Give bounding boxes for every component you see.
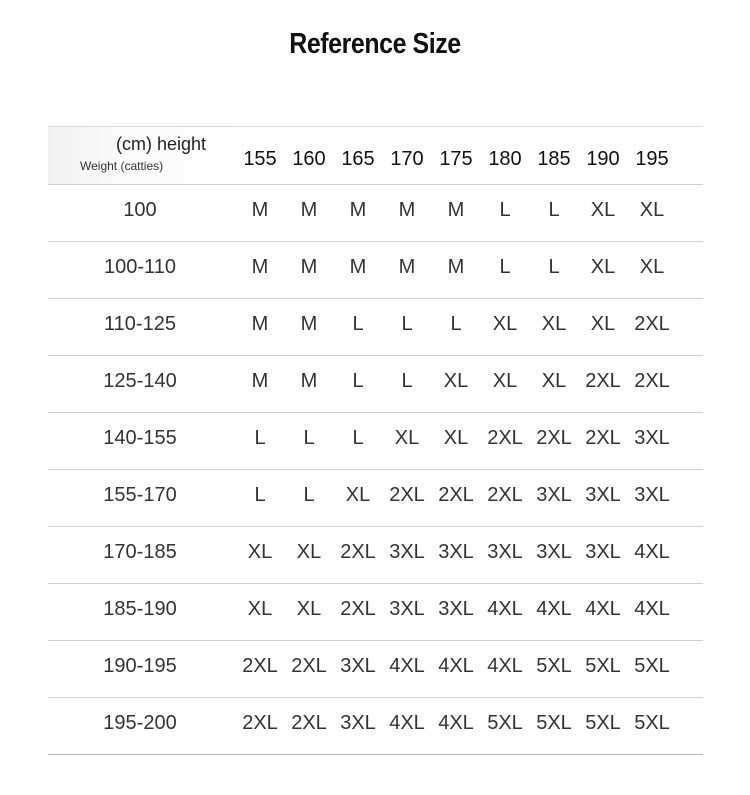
size-cell: 4XL xyxy=(438,712,474,734)
weight-row-label: 170-185 xyxy=(103,541,177,563)
size-cell: M xyxy=(300,313,318,335)
size-cell: 2XL xyxy=(291,712,327,734)
table-row xyxy=(48,184,703,241)
size-cell: M xyxy=(300,370,318,392)
height-column-header: 160 xyxy=(292,148,326,170)
table-row xyxy=(48,697,703,754)
size-cell: 3XL xyxy=(438,598,474,620)
size-cell: XL xyxy=(296,598,322,620)
size-cell: M xyxy=(447,199,465,221)
size-cell: 2XL xyxy=(291,655,327,677)
size-cell: 4XL xyxy=(487,655,523,677)
size-cell: XL xyxy=(590,199,616,221)
size-cell: XL xyxy=(247,598,273,620)
size-cell: XL xyxy=(492,313,518,335)
size-cell: M xyxy=(349,256,367,278)
size-cell: 4XL xyxy=(634,541,670,563)
size-cell: XL xyxy=(492,370,518,392)
size-cell: M xyxy=(300,256,318,278)
size-cell: 4XL xyxy=(389,655,425,677)
size-cell: 3XL xyxy=(340,712,376,734)
size-cell: XL xyxy=(639,256,665,278)
size-cell: M xyxy=(251,313,269,335)
height-column-header: 195 xyxy=(635,148,669,170)
size-cell: 4XL xyxy=(487,598,523,620)
size-cell: 2XL xyxy=(585,370,621,392)
table-top-border xyxy=(48,126,703,127)
size-cell: L xyxy=(352,313,364,335)
size-cell: L xyxy=(254,427,266,449)
size-cell: 2XL xyxy=(634,313,670,335)
size-cell: M xyxy=(398,199,416,221)
weight-row-label: 110-125 xyxy=(104,313,176,335)
row-divider xyxy=(48,754,703,755)
height-column-header: 180 xyxy=(488,148,522,170)
size-cell: 2XL xyxy=(340,541,376,563)
size-cell: 5XL xyxy=(487,712,523,734)
table-row xyxy=(48,241,703,298)
size-cell: 4XL xyxy=(389,712,425,734)
size-cell: 3XL xyxy=(585,541,621,563)
size-cell: 2XL xyxy=(242,655,278,677)
size-cell: 2XL xyxy=(389,484,425,506)
size-cell: 5XL xyxy=(634,655,670,677)
size-cell: 3XL xyxy=(536,484,572,506)
table-row xyxy=(48,583,703,640)
size-cell: L xyxy=(548,199,560,221)
height-column-header: 155 xyxy=(243,148,277,170)
size-cell: 3XL xyxy=(634,484,670,506)
size-cell: 2XL xyxy=(487,484,523,506)
weight-row-label: 125-140 xyxy=(103,370,177,392)
size-cell: M xyxy=(251,199,269,221)
size-cell: XL xyxy=(639,199,665,221)
size-cell: L xyxy=(254,484,266,506)
size-cell: M xyxy=(447,256,465,278)
size-cell: XL xyxy=(541,370,567,392)
height-column-header: 185 xyxy=(537,148,571,170)
weight-row-label: 100-110 xyxy=(104,256,176,278)
size-cell: XL xyxy=(443,370,469,392)
size-cell: XL xyxy=(247,541,273,563)
size-cell: 4XL xyxy=(585,598,621,620)
table-row xyxy=(48,355,703,412)
size-cell: L xyxy=(352,427,364,449)
size-cell: XL xyxy=(590,313,616,335)
size-cell: L xyxy=(303,427,315,449)
table-row xyxy=(48,298,703,355)
header-corner xyxy=(48,126,233,184)
size-cell: L xyxy=(401,370,413,392)
page-title: Reference Size xyxy=(289,28,461,60)
size-cell: L xyxy=(401,313,413,335)
table-row xyxy=(48,412,703,469)
size-cell: L xyxy=(548,256,560,278)
weight-row-label: 155-170 xyxy=(103,484,177,506)
height-column-header: 165 xyxy=(341,148,375,170)
size-cell: M xyxy=(300,199,318,221)
size-cell: 3XL xyxy=(340,655,376,677)
size-cell: 4XL xyxy=(438,655,474,677)
size-cell: 2XL xyxy=(634,370,670,392)
size-cell: XL xyxy=(394,427,420,449)
weight-row-label: 190-195 xyxy=(103,655,177,677)
weight-row-label: 185-190 xyxy=(103,598,177,620)
size-cell: XL xyxy=(541,313,567,335)
size-cell: M xyxy=(251,370,269,392)
size-cell: L xyxy=(303,484,315,506)
size-cell: 3XL xyxy=(536,541,572,563)
size-cell: XL xyxy=(296,541,322,563)
size-cell: L xyxy=(352,370,364,392)
size-cell: 3XL xyxy=(585,484,621,506)
size-cell: 2XL xyxy=(536,427,572,449)
size-cell: 2XL xyxy=(438,484,474,506)
size-cell: 3XL xyxy=(438,541,474,563)
size-cell: 5XL xyxy=(585,655,621,677)
size-cell: L xyxy=(499,199,511,221)
weight-row-label: 195-200 xyxy=(103,712,177,734)
size-cell: XL xyxy=(443,427,469,449)
size-cell: 2XL xyxy=(242,712,278,734)
size-cell: L xyxy=(450,313,462,335)
weight-axis-label: Weight (catties) xyxy=(80,159,164,173)
size-cell: 5XL xyxy=(536,655,572,677)
size-cell: XL xyxy=(590,256,616,278)
table-row xyxy=(48,526,703,583)
size-cell: 2XL xyxy=(487,427,523,449)
size-cell: M xyxy=(349,199,367,221)
size-cell: 3XL xyxy=(634,427,670,449)
size-cell: 3XL xyxy=(389,598,425,620)
table-row xyxy=(48,640,703,697)
size-cell: 5XL xyxy=(585,712,621,734)
size-cell: L xyxy=(499,256,511,278)
size-cell: M xyxy=(251,256,269,278)
size-cell: 2XL xyxy=(340,598,376,620)
size-cell: M xyxy=(398,256,416,278)
height-column-header: 175 xyxy=(439,148,473,170)
size-cell: XL xyxy=(345,484,371,506)
weight-row-label: 140-155 xyxy=(103,427,177,449)
size-cell: 5XL xyxy=(634,712,670,734)
size-cell: 5XL xyxy=(536,712,572,734)
size-cell: 3XL xyxy=(487,541,523,563)
size-cell: 4XL xyxy=(634,598,670,620)
size-cell: 3XL xyxy=(389,541,425,563)
size-cell: 2XL xyxy=(585,427,621,449)
height-column-header: 170 xyxy=(390,148,424,170)
size-cell: 4XL xyxy=(536,598,572,620)
height-column-header: 190 xyxy=(586,148,620,170)
height-axis-label: (cm) height xyxy=(116,134,207,154)
table-row xyxy=(48,469,703,526)
weight-row-label: 100 xyxy=(123,199,157,221)
